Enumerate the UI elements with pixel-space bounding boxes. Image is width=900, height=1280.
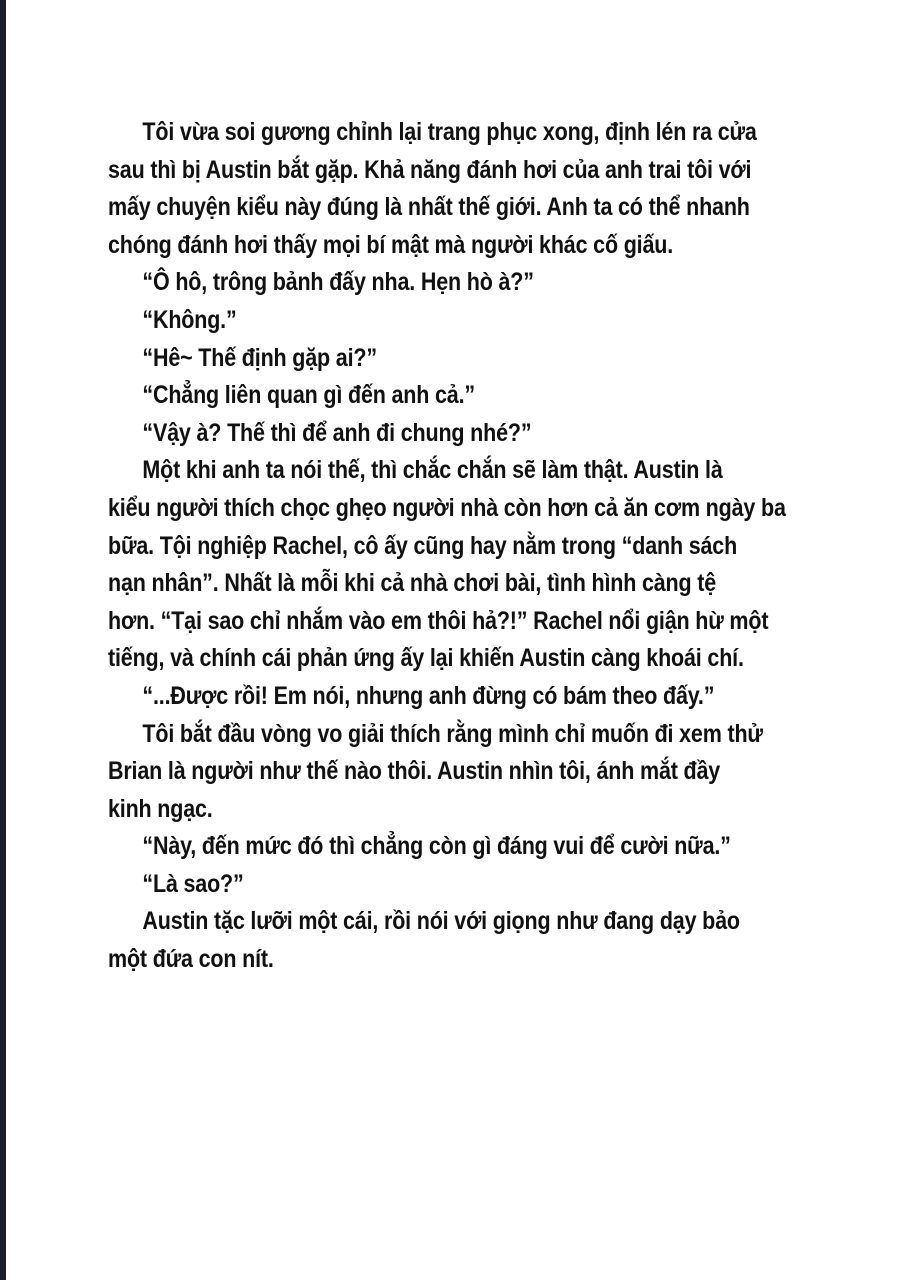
text-line: nạn nhân”. Nhất là mỗi khi cả nhà chơi bài, tình hình càng tệ [108,569,717,598]
text-line: tiếng, và chính cái phản ứng ấy lại khiến Austin càng khoái chí. [108,644,744,673]
left-border-strip [0,0,6,1280]
dialogue-line: “...Được rồi! Em nói, nhưng anh đừng có bám theo đấy.” [142,681,715,710]
text-line: một đứa con nít. [108,945,274,974]
text-line: sau thì bị Austin bắt gặp. Khả năng đánh hơi của anh trai tôi với [108,155,752,184]
dialogue-line: “Chẳng liên quan gì đến anh cả.” [142,381,475,410]
text-line: Austin tặc lưỡi một cái, rồi nói với giọng như đang dạy bảo [142,907,740,936]
text-line: Brian là người như thế nào thôi. Austin nhìn tôi, ánh mắt đầy [108,757,721,786]
text-line: Một khi anh ta nói thế, thì chắc chắn sẽ làm thật. Austin là [142,456,723,485]
dialogue-line: “Vậy à? Thế thì để anh đi chung nhé?” [142,418,532,447]
dialogue-line: “Hê~ Thế định gặp ai?” [142,343,377,372]
text-line: kinh ngạc. [108,794,213,823]
text-line: chóng đánh hơi thấy mọi bí mật mà người khác cố giấu. [108,230,674,259]
text-line: bữa. Tội nghiệp Rachel, cô ấy cũng hay nằm trong “danh sách [108,531,738,560]
text-line: Tôi vừa soi gương chỉnh lại trang phục xong, định lén ra cửa [142,118,757,146]
dialogue-line: “Này, đến mức đó thì chẳng còn gì đáng vui để cười nữa.” [142,832,731,861]
text-line: Tôi bắt đầu vòng vo giải thích rằng mình chỉ muốn đi xem thử [142,719,763,748]
text-line: hơn. “Tại sao chỉ nhắm vào em thôi hả?!” Rachel nổi giận hừ một [108,606,769,635]
dialogue-line: “Không.” [142,305,237,334]
dialogue-line: “Ô hô, trông bảnh đấy nha. Hẹn hò à?” [142,268,534,297]
text-line: kiểu người thích chọc ghẹo người nhà còn hơn cả ăn cơm ngày ba [108,493,786,522]
dialogue-line: “Là sao?” [142,869,244,898]
document-page [108,114,848,979]
text-line: mấy chuyện kiểu này đúng là nhất thế giới. Anh ta có thể nhanh [108,193,750,222]
